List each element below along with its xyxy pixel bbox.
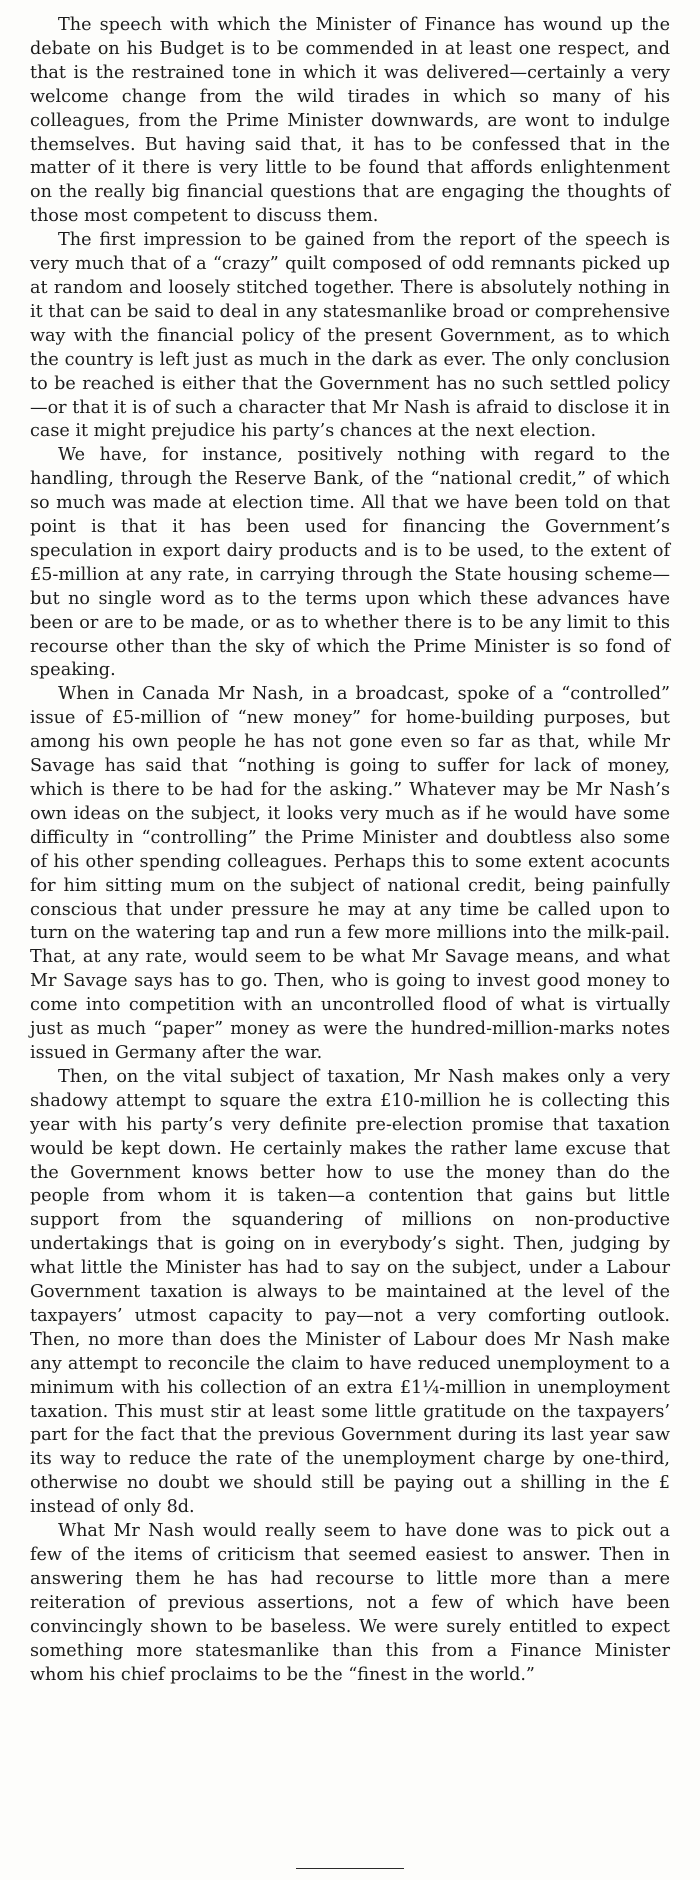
paragraph-canada-broadcast: When in Canada Mr Nash, in a broadcast, spoke of a “controlled” issue of £5-million of “new money” for home-building purposes, but among his own people he has not gone even so far as that, while Mr Savage has said that “nothing is going to suffer for lack of money, which is there to be had for the asking.” Whatever may be Mr Nash’s own ideas on the subject, it looks very much as if he would have some difficulty in “controlling” the Prime Minister and doubtless also some of his other spending colleagues. Perhaps this to some extent acocunts for him sitting mum on the subject of national credit, being painfully conscious that under pressure he may at any time be called upon to turn on the watering tap and run a few more millions into the milk-pail. That, at any rate, would seem to be what Mr Savage means, and what Mr Savage says has to go. Then, who is going to invest good money to come into competition with an uncontrolled flood of what is virtually just as much “paper” money as were the hundred-million-marks notes issued in Germany after the war.: [30, 684, 670, 1063]
paragraph-crazy-quilt: The first impression to be gained from the report of the speech is very much that of a “crazy” quilt composed of odd remnants picked up at random and loosely stitched together. There is absolutely nothing in it that can be said to deal in any statesmanlike broad or comprehensive way with the financial policy of the present Government, as to which the country is left just as much in the dark as ever. The only conclusion to be reached is either that the Government has no such settled policy—or that it is of such a character that Mr Nash is afraid to disclose it in case it might prejudice his party’s chances at the next election.: [30, 230, 670, 442]
paragraph-taxation: Then, on the vital subject of taxation, Mr Nash makes only a very shadowy attempt to square the extra £10-million he is collecting this year with his party’s very definite pre-election promise that taxation would be kept down. He certainly makes the rather lame excuse that the Government knows better how to use the money than do the people from whom it is taken—a contention that gains but little support from the squandering of millions on non-productive undertakings that is going on in everybody’s sight. Then, judging by what little the Minister has had to say on the subject, under a Labour Government taxation is always to be maintained at the level of the taxpayers’ utmost capacity to pay—not a very comforting outlook. Then, no more than does the Minister of Labour does Mr Nash make any attempt to reconcile the claim to have reduced unemployment to a minimum with his collection of an extra £1¼-million in unemployment taxation. This must stir at least some little gratitude on the taxpayers’ part for the fact that the previous Government during its last year saw its way to reduce the rate of the unemployment charge by one-third, otherwise no doubt we should still be paying out a shilling in the £ instead of only 8d.: [30, 1066, 670, 1518]
paragraph-national-credit: We have, for instance, positively nothing with regard to the handling, through the Reserve Bank, of the “national credit,” of which so much was made at election time. All that we have been told on that point is that it has been used for financing the Government’s speculation in export dairy products and is to be used, to the extent of £5-million at any rate, in carrying through the State housing scheme—but no single word as to the terms upon which these advances have been or are to be made, or as to whether there is to be any limit to this recourse other than the sky of which the Prime Minister is so fond of speaking.: [30, 445, 670, 681]
paragraph-budget-speech: The speech with which the Minister of Finance has wound up the debate on his Budget is to be commended in at least one respect, and that is the restrained tone in which it was delivered—certainly a very welcome change from the wild tirades in which so many of his colleagues, from the Prime Minister downwards, are wont to indulge themselves. But having said that, it has to be confessed that in the matter of it there is very little to be found that affords enlightenment on the really big financial questions that are engaging the thoughts of those most competent to discuss them.: [30, 15, 670, 227]
closing-divider-rule: [296, 1868, 404, 1869]
editorial-column: [30, 14, 670, 1687]
paragraph-conclusion: What Mr Nash would really seem to have done was to pick out a few of the items of criticism that seemed easiest to answer. Then in answering them he has had recourse to little more than a mere reiteration of previous assertions, not a few of which have been convincingly shown to be baseless. We were surely entitled to expect something more statesmanlike than this from a Finance Minister whom his chief proclaims to be the “finest in the world.”: [30, 1521, 670, 1685]
